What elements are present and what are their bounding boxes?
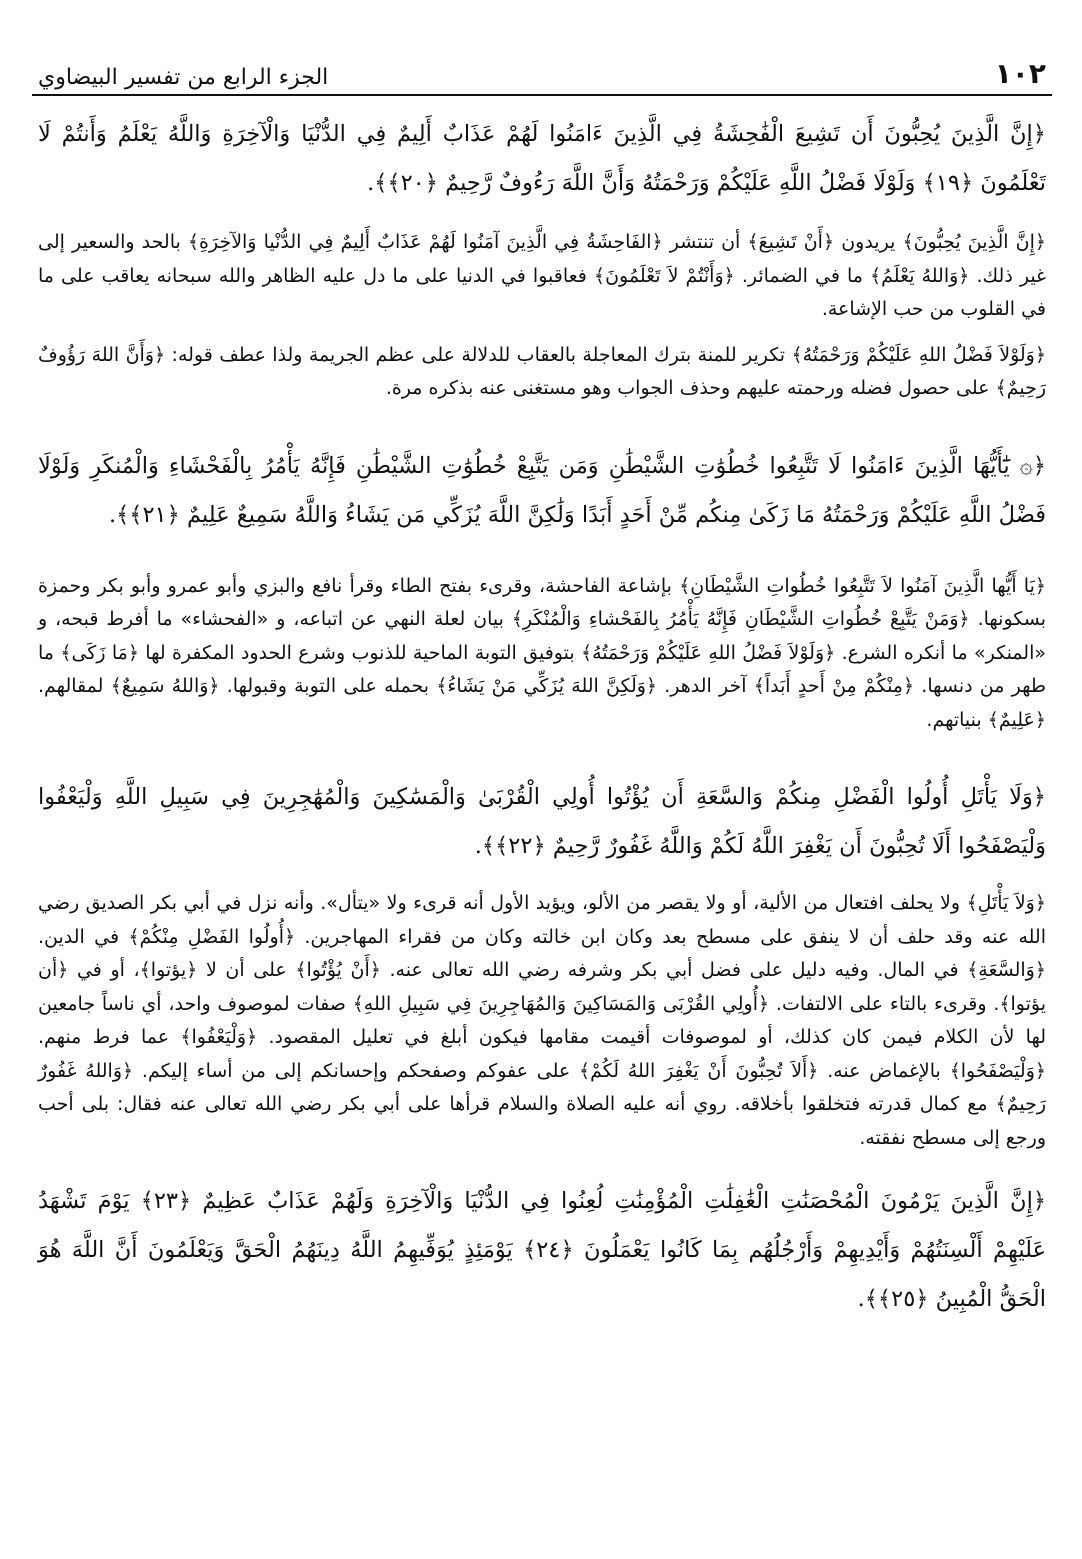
commentary-verse-22: ﴿وَلاَ يَأْتَلِ﴾ ولا يحلف افتعال من الألية، أو ولا يقصر من الألو، ويؤيد الأول أنه قرىء ولا «يتأل». وأنه نزل في أبي بكر الصديق رضي الله عنه وقد حلف أن لا ينفق على مسطح بعد وكان ابن خالته وكان من فقراء المهاجرين. ﴿أُولُوا الفَضْلِ مِنْكُمْ﴾ في الدين. ﴿وَالسَّعَةِ﴾ في المال. وفيه دليل على فضل أبي بكر وشرفه رضي الله تعالى عنه. ﴿أَنْ يُؤْتُوا﴾ على أن لا ﴿يؤتوا﴾، أو في ﴿أن يؤتوا﴾. وقرىء بالتاء على الالتفات. ﴿أُولِي القُرْبَى وَالمَسَاكِينَ وَالمُهَاجِرِينَ فِي سَبِيلِ اللهِ﴾ صفات لموصوف واحد، أي ناساً جامعين لها لأن الكلام فيمن كان كذلك، أو لموصوفات أقيمت مقامها فيكون أبلغ في تعليل المقصود. ﴿وَلْيَعْفُوا﴾ عما فرط منهم. ﴿وَلْيَصْفَحُوا﴾ بالإغماض عنه. ﴿أَلاَ تُحِبُّونَ أَنْ يَغْفِرَ اللهُ لَكُمْ﴾ على عفوكم وصفحكم وإحسانكم إلى من أساء إليكم. ﴿وَاللهُ غَفُورٌ رَحِيمٌ﴾ مع كمال قدرته فتخلقوا بأخلاقه. روي أنه عليه الصلاة والسلام قرأها على أبي بكر رضي الله تعالى عنه فقال: بلى أحب ورجع إلى مسطح نفقته. xyxy=(38,892,1046,1149)
running-title: الجزء الرابع من تفسير البيضاوي xyxy=(38,65,329,90)
quran-verse-21: ﴿۞ يَٰٓأَيُّهَا الَّذِينَ ءَامَنُوا لَا تَتَّبِعُوا خُطُوَٰتِ الشَّيْطَٰنِ وَمَن يَتَّبِعْ خُطُوَٰتِ الشَّيْطَٰنِ فَإِنَّهُ يَأْمُرُ بِالْفَحْشَاءِ وَالْمُنكَرِ وَلَوْلَا فَضْلُ اللَّهِ عَلَيْكُمْ وَرَحْمَتُهُ مَا زَكَىٰ مِنكُم مِّنْ أَحَدٍ أَبَدًا وَلَٰكِنَّ اللَّهَ يُزَكِّي مَن يَشَاءُ وَاللَّهُ سَمِيعٌ عَلِيمٌ ﴿٢١﴾﴾. xyxy=(38,452,1046,528)
commentary-verse-20: ﴿وَلَوْلاَ فَضْلُ اللهِ عَلَيْكُمْ وَرَحْمَتُهُ﴾ تكرير للمنة بترك المعاجلة بالعقاب للدلالة على عظم الجريمة ولذا عطف قوله: ﴿وَأَنَّ اللهَ رَؤُوفٌ رَحِيمٌ﴾ على حصول فضله ورحمته عليهم وحذف الجواب وهو مستغنى عنه بذكره مرة. xyxy=(38,343,1046,399)
page-number: ١٠٢ xyxy=(994,57,1046,90)
quran-verse-22: ﴿وَلَا يَأْتَلِ أُولُوا الْفَضْلِ مِنكُمْ وَالسَّعَةِ أَن يُؤْتُوا أُولِي الْقُرْبَىٰ وَالْمَسَٰكِينَ وَالْمُهَٰجِرِينَ فِي سَبِيلِ اللَّهِ وَلْيَعْفُوا وَلْيَصْفَحُوا أَلَا تُحِبُّونَ أَن يَغْفِرَ اللَّهُ لَكُمْ وَاللَّهُ غَفُورٌ رَّحِيمٌ ﴿٢٢﴾﴾. xyxy=(38,784,1046,859)
book-page xyxy=(32,52,1052,1324)
quran-verses-19-20: ﴿إِنَّ الَّذِينَ يُحِبُّونَ أَن تَشِيعَ الْفَٰحِشَةُ فِي الَّذِينَ ءَامَنُوا لَهُمْ عَذَابٌ أَلِيمٌ فِي الدُّنْيَا وَالْآخِرَةِ وَاللَّهُ يَعْلَمُ وَأَنتُمْ لَا تَعْلَمُونَ ﴿١٩﴾ وَلَوْلَا فَضْلُ اللَّهِ عَلَيْكُمْ وَرَحْمَتُهُ وَأَنَّ اللَّهَ رَءُوفٌ رَّحِيمٌ ﴿٢٠﴾﴾. xyxy=(38,121,1046,196)
page-content xyxy=(32,110,1052,1324)
quran-verses-23-25: ﴿إِنَّ الَّذِينَ يَرْمُونَ الْمُحْصَنَٰتِ الْغَٰفِلَٰتِ الْمُؤْمِنَٰتِ لُعِنُوا فِي الدُّنْيَا وَالْآخِرَةِ وَلَهُمْ عَذَابٌ عَظِيمٌ ﴿٢٣﴾ يَوْمَ تَشْهَدُ عَلَيْهِمْ أَلْسِنَتُهُمْ وَأَيْدِيهِمْ وَأَرْجُلُهُم بِمَا كَانُوا يَعْمَلُونَ ﴿٢٤﴾ يَوْمَئِذٍ يُوَفِّيهِمُ اللَّهُ دِينَهُمُ الْحَقَّ وَيَعْلَمُونَ أَنَّ اللَّهَ هُوَ الْحَقُّ الْمُبِينُ ﴿٢٥﴾﴾. xyxy=(38,1188,1047,1312)
page-header xyxy=(32,52,1052,96)
commentary-verse-19: ﴿إِنَّ الَّذِينَ يُحِبُّونَ﴾ يريدون ﴿أَنْ تَشِيعَ﴾ أن تنتشر ﴿الفَاحِشَةُ فِي الَّذِينَ آمَنُوا لَهُمْ عَذَابٌ أَلِيمٌ فِي الدُّنْيا وَالآخِرَةِ﴾ بالحد والسعير إلى غير ذلك. ﴿وَاللهُ يَعْلَمُ﴾ ما في الضمائر. ﴿وَأَنْتُمْ لاَ تَعْلَمُونَ﴾ فعاقبوا في الدنيا على ما دل عليه الظاهر والله سبحانه يعاقب على ما في القلوب من حب الإشاعة. xyxy=(38,231,1046,320)
commentary-verse-21: ﴿يَا أَيُّها الَّذِينَ آمَنُوا لاَ تَتَّبِعُوا خُطُواتِ الشَّيْطَانِ﴾ بإشاعة الفاحشة، وقرىء بفتح الطاء وقرأ نافع والبزي وأبو عمرو وأبو بكر وحمزة بسكونها. ﴿وَمَنْ يَتَّبِعْ خُطُواتِ الشَّيْطَانِ فَإِنَّهُ يَأْمُرُ بِالفَحْشاءِ وَالْمُنْكَرِ﴾ بيان لعلة النهي عن اتباعه، و «الفحشاء» ما أفرط قبحه، و «المنكر» ما أنكره الشرع. ﴿وَلَوْلاَ فَضْلُ اللهِ عَلَيْكُمْ وَرَحْمَتُهُ﴾ بتوفيق التوبة الماحية للذنوب وشرع الحدود المكفرة لها ﴿مَا زَكَى﴾ ما طهر من دنسها. ﴿مِنْكُمْ مِنْ أَحدٍ أَبَداً﴾ آخر الدهر. ﴿وَلَكِنَّ اللهَ يُزَكِّي مَنْ يَشَاءُ﴾ بحمله على التوبة وقبولها. ﴿وَاللهُ سَمِيعٌ﴾ لمقالهم. ﴿عَلِيمٌ﴾ بنياتهم. xyxy=(38,574,1046,731)
